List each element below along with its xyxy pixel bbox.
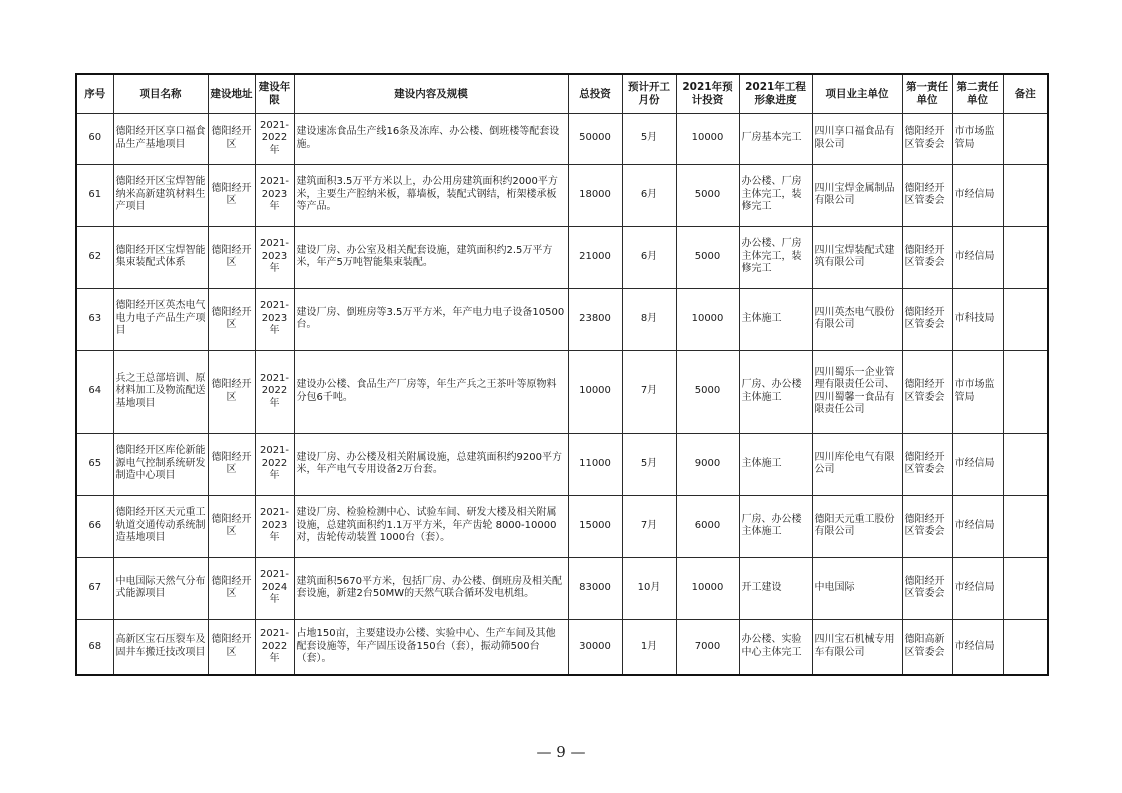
cell-remarks [1003,226,1048,288]
cell-location: 德阳经开区 [208,164,255,226]
cell-remarks [1003,433,1048,495]
cell-second-responsible: 市市场监管局 [952,350,1003,433]
cell-investment-2021: 5000 [676,350,739,433]
cell-period: 2021-2022年 [255,113,294,164]
cell-first-responsible: 德阳经开区管委会 [902,164,952,226]
table-row [76,619,1048,675]
cell-project-name: 德阳经开区宝焊智能集束装配式体系 [113,226,208,288]
cell-content: 占地150亩，主要建设办公楼、实验中心、生产车间及其他配套设施等，年产固压设备150台（套），振动筛500台（套）。 [294,619,568,675]
header-2021-investment: 2021年预计投资 [676,74,739,113]
header-first-responsible: 第一责任单位 [902,74,952,113]
cell-owner: 四川宝石机械专用车有限公司 [812,619,902,675]
page-number: — 9 — [536,743,586,761]
cell-first-responsible: 德阳高新区管委会 [902,619,952,675]
cell-row-index: 60 [76,113,113,164]
cell-location: 德阳经开区 [208,350,255,433]
header-content: 建设内容及规模 [294,74,568,113]
cell-first-responsible: 德阳经开区管委会 [902,226,952,288]
cell-progress-2021: 开工建设 [739,557,812,619]
cell-total-investment: 30000 [568,619,622,675]
cell-location: 德阳经开区 [208,113,255,164]
cell-start-month: 1月 [622,619,676,675]
cell-row-index: 67 [76,557,113,619]
cell-period: 2021-2022年 [255,350,294,433]
cell-progress-2021: 办公楼、实验中心主体完工 [739,619,812,675]
table-row [76,350,1048,433]
header-index: 序号 [76,74,113,113]
header-owner: 项目业主单位 [812,74,902,113]
cell-project-name: 德阳经开区享口福食品生产基地项目 [113,113,208,164]
cell-content: 建设厂房、倒班房等3.5万平方米，年产电力电子设备10500台。 [294,288,568,350]
cell-progress-2021: 厂房、办公楼主体施工 [739,350,812,433]
cell-project-name: 高新区宝石压裂车及固井车搬迁技改项目 [113,619,208,675]
table-header-row [76,74,1048,113]
cell-owner: 四川宝焊装配式建筑有限公司 [812,226,902,288]
table-row [76,495,1048,557]
cell-investment-2021: 10000 [676,557,739,619]
cell-project-name: 兵之王总部培训、原材料加工及物流配送基地项目 [113,350,208,433]
cell-remarks [1003,495,1048,557]
cell-investment-2021: 5000 [676,164,739,226]
header-start-month: 预计开工月份 [622,74,676,113]
cell-progress-2021: 主体施工 [739,433,812,495]
cell-content: 建设办公楼、食品生产厂房等，年生产兵之王茶叶等原物料分包6千吨。 [294,350,568,433]
cell-second-responsible: 市经信局 [952,226,1003,288]
cell-total-investment: 18000 [568,164,622,226]
cell-project-name: 德阳经开区库伦新能源电气控制系统研发制造中心项目 [113,433,208,495]
header-2021-progress: 2021年工程形象进度 [739,74,812,113]
cell-row-index: 62 [76,226,113,288]
cell-remarks [1003,164,1048,226]
cell-owner: 四川享口福食品有限公司 [812,113,902,164]
cell-progress-2021: 厂房、办公楼主体施工 [739,495,812,557]
cell-owner: 中电国际 [812,557,902,619]
cell-investment-2021: 6000 [676,495,739,557]
cell-total-investment: 23800 [568,288,622,350]
header-project-name: 项目名称 [113,74,208,113]
cell-first-responsible: 德阳经开区管委会 [902,350,952,433]
table-row [76,433,1048,495]
cell-content: 建设厂房、办公楼及相关附属设施，总建筑面积约9200平方米，年产电气专用设备2万台套。 [294,433,568,495]
project-table [75,73,1049,676]
cell-progress-2021: 办公楼、厂房主体完工，装修完工 [739,226,812,288]
header-location: 建设地址 [208,74,255,113]
cell-start-month: 7月 [622,350,676,433]
cell-first-responsible: 德阳经开区管委会 [902,113,952,164]
cell-owner: 四川英杰电气股份有限公司 [812,288,902,350]
cell-location: 德阳经开区 [208,495,255,557]
cell-project-name: 德阳经开区天元重工轨道交通传动系统制造基地项目 [113,495,208,557]
cell-progress-2021: 办公楼、厂房主体完工，装修完工 [739,164,812,226]
cell-period: 2021-2023年 [255,164,294,226]
cell-row-index: 66 [76,495,113,557]
cell-row-index: 63 [76,288,113,350]
header-period: 建设年限 [255,74,294,113]
cell-location: 德阳经开区 [208,226,255,288]
table-row [76,226,1048,288]
cell-period: 2021-2022年 [255,433,294,495]
cell-row-index: 68 [76,619,113,675]
cell-owner: 四川宝焊金属制品有限公司 [812,164,902,226]
cell-investment-2021: 10000 [676,113,739,164]
cell-start-month: 6月 [622,164,676,226]
table-body [76,113,1048,675]
cell-period: 2021-2022年 [255,619,294,675]
cell-second-responsible: 市经信局 [952,557,1003,619]
cell-investment-2021: 10000 [676,288,739,350]
cell-period: 2021-2024年 [255,557,294,619]
cell-start-month: 5月 [622,113,676,164]
cell-total-investment: 15000 [568,495,622,557]
table-row [76,113,1048,164]
table-row [76,164,1048,226]
cell-remarks [1003,288,1048,350]
cell-remarks [1003,113,1048,164]
cell-total-investment: 10000 [568,350,622,433]
cell-first-responsible: 德阳经开区管委会 [902,433,952,495]
cell-owner: 四川库伦电气有限公司 [812,433,902,495]
cell-location: 德阳经开区 [208,557,255,619]
cell-project-name: 德阳经开区英杰电气电力电子产品生产项目 [113,288,208,350]
cell-row-index: 65 [76,433,113,495]
cell-period: 2021-2023年 [255,226,294,288]
table-row [76,557,1048,619]
header-second-responsible: 第二责任单位 [952,74,1003,113]
cell-owner: 四川蜀乐一企业管理有限责任公司、四川蜀馨一食品有限责任公司 [812,350,902,433]
cell-second-responsible: 市经信局 [952,164,1003,226]
cell-total-investment: 83000 [568,557,622,619]
cell-project-name: 中电国际天然气分布式能源项目 [113,557,208,619]
cell-content: 建筑面积3.5万平方米以上，办公用房建筑面积约2000平方米，主要生产腔纳米板，幕墙板，装配式钢结，桁架楼承板等产品。 [294,164,568,226]
cell-total-investment: 50000 [568,113,622,164]
cell-row-index: 64 [76,350,113,433]
cell-period: 2021-2023年 [255,288,294,350]
cell-total-investment: 21000 [568,226,622,288]
cell-period: 2021-2023年 [255,495,294,557]
cell-remarks [1003,350,1048,433]
cell-start-month: 10月 [622,557,676,619]
cell-progress-2021: 主体施工 [739,288,812,350]
cell-project-name: 德阳经开区宝焊智能纳米高新建筑材料生产项目 [113,164,208,226]
cell-first-responsible: 德阳经开区管委会 [902,495,952,557]
cell-investment-2021: 7000 [676,619,739,675]
cell-location: 德阳经开区 [208,619,255,675]
cell-first-responsible: 德阳经开区管委会 [902,557,952,619]
cell-content: 建设厂房、办公室及相关配套设施，建筑面积约2.5万平方米，年产5万吨智能集束装配。 [294,226,568,288]
cell-remarks [1003,619,1048,675]
table-row [76,288,1048,350]
cell-second-responsible: 市市场监管局 [952,113,1003,164]
cell-first-responsible: 德阳经开区管委会 [902,288,952,350]
cell-start-month: 8月 [622,288,676,350]
cell-remarks [1003,557,1048,619]
cell-start-month: 6月 [622,226,676,288]
cell-start-month: 7月 [622,495,676,557]
header-total-investment: 总投资 [568,74,622,113]
cell-content: 建设速冻食品生产线16条及冻库、办公楼、倒班楼等配套设施。 [294,113,568,164]
cell-total-investment: 11000 [568,433,622,495]
cell-start-month: 5月 [622,433,676,495]
cell-second-responsible: 市经信局 [952,619,1003,675]
cell-location: 德阳经开区 [208,433,255,495]
header-remarks: 备注 [1003,74,1048,113]
cell-progress-2021: 厂房基本完工 [739,113,812,164]
cell-second-responsible: 市经信局 [952,495,1003,557]
cell-second-responsible: 市科技局 [952,288,1003,350]
cell-row-index: 61 [76,164,113,226]
cell-investment-2021: 5000 [676,226,739,288]
cell-location: 德阳经开区 [208,288,255,350]
cell-content: 建设厂房、检验检测中心、试验车间、研发大楼及相关附属设施，总建筑面积约1.1万平方米，年产齿轮 8000-10000对，齿轮传动装置 1000台（套）。 [294,495,568,557]
cell-owner: 德阳天元重工股份有限公司 [812,495,902,557]
cell-content: 建筑面积5670平方米，包括厂房、办公楼、倒班房及相关配套设施，新建2台50MW的天然气联合循环发电机组。 [294,557,568,619]
cell-investment-2021: 9000 [676,433,739,495]
cell-second-responsible: 市经信局 [952,433,1003,495]
